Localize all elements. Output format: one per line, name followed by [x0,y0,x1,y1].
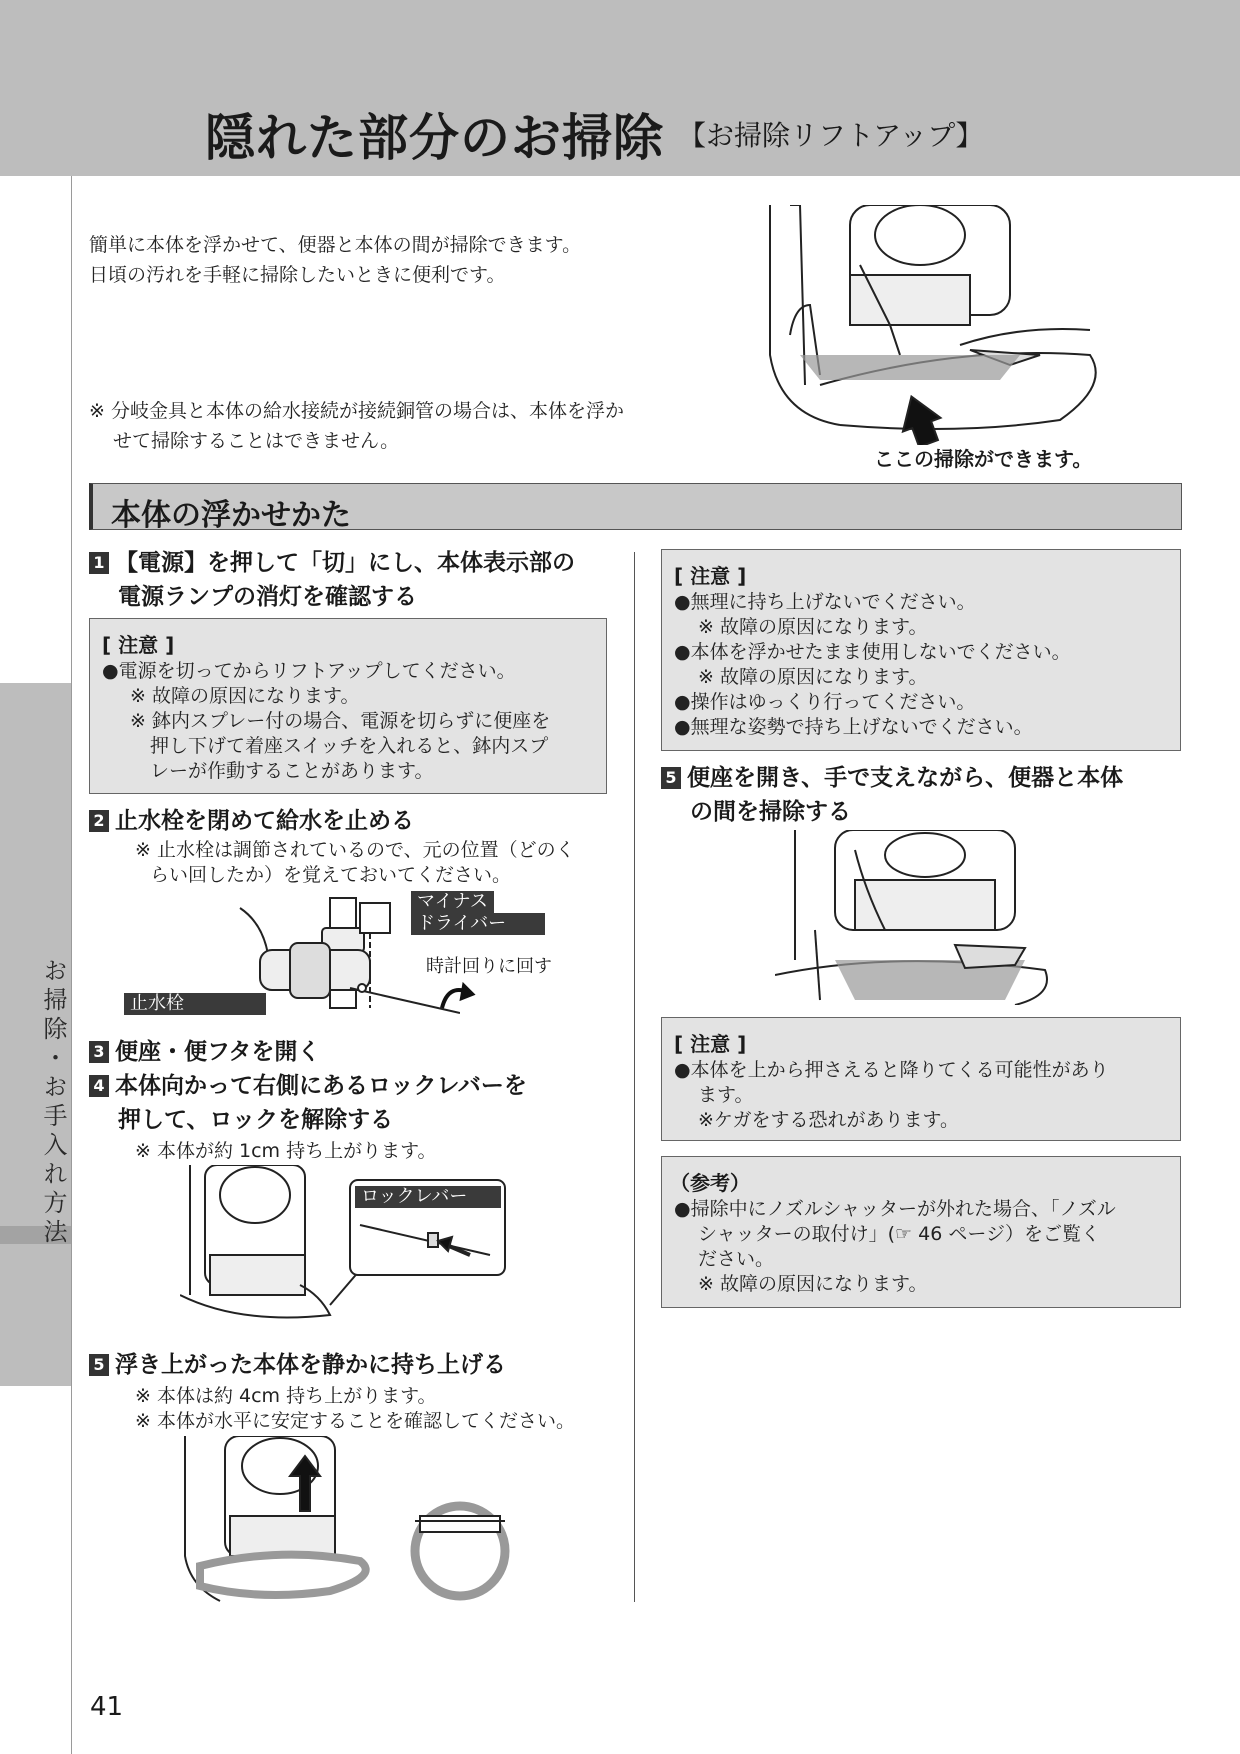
clean-between-illustration [775,830,1055,1005]
step-3-number: 3 [89,1041,109,1063]
page-subtitle: 【お掃除リフトアップ】 [678,119,984,152]
caution-line: 押し下げて着座スイッチを入れると、鉢内スプ [150,735,549,757]
driver-label-2: ドライバー [411,913,545,935]
caution-line: ※ 故障の原因になります。 [698,616,928,638]
step-5b-number: 5 [661,767,681,789]
intro-note-1: ※ 分岐金具と本体の給水接続が接続銅管の場合は、本体を浮か [89,400,624,422]
intro-line-2: 日頃の汚れを手軽に掃除したいときに便利です。 [89,264,506,286]
caution-line: ※ 故障の原因になります。 [130,685,360,707]
caution-line: ●操作はゆっくり行ってください。 [674,691,976,713]
valve-label: 止水栓 [124,993,266,1015]
reference-head: （参考） [670,1171,750,1195]
caution-line: ●本体を浮かせたまま使用しないでください。 [674,641,1071,663]
step-5b-line-2: の間を掃除する [690,799,851,825]
clockwise-arrow-icon [438,980,480,1012]
step-4-line-2: 押して、ロックを解除する [118,1107,394,1133]
caution-line: ●電源を切ってからリフトアップしてください。 [102,660,516,682]
caution-line: ます。 [698,1084,754,1106]
caution-line: ●無理な姿勢で持ち上げないでください。 [674,716,1033,738]
step-2-note-2: らい回したか）を覚えておいてください。 [150,864,512,886]
caution-line: ※ 鉢内スプレー付の場合、電源を切らずに便座を [130,710,551,732]
driver-label-1: マイナス [411,891,494,913]
caution-head: [ 注意 ] [674,564,747,588]
caution-head: [ 注意 ] [674,1032,747,1056]
step-5a-number: 5 [89,1354,109,1376]
caution-line: ●無理に持ち上げないでください。 [674,591,976,613]
lock-lever-label: ロックレバー [355,1186,501,1208]
step-4-line-1: 4 本体向かって右側にあるロックレバーを [89,1069,527,1103]
step-4-note: ※ 本体が約 1cm 持ち上がります。 [135,1140,437,1162]
side-tab-label: お掃除・お手入れ方法 [39,958,67,1248]
step-1-line-1: 1 【電源】を押して「切」にし、本体表示部の [89,546,575,580]
column-divider [634,552,635,1602]
step-5b-line-1: 5 便座を開き、手で支えながら、便器と本体 [661,761,1123,795]
intro-note-2: せて掃除することはできません。 [113,430,400,452]
step-4-number: 4 [89,1075,109,1097]
step-5a-note-2: ※ 本体が水平に安定することを確認してください。 [135,1410,575,1432]
caution-line: ※ケガをする恐れがあります。 [698,1109,960,1131]
step-1-number: 1 [89,552,109,574]
step-1-line-2: 電源ランプの消灯を確認する [118,584,417,610]
caution-line: ●本体を上から押さえると降りてくる可能性があり [674,1059,1109,1081]
margin-line [71,176,72,1754]
caution-line: ※ 故障の原因になります。 [698,666,928,688]
section-title: 本体の浮かせかた [111,498,351,533]
page-title: 隠れた部分のお掃除 [205,109,664,167]
lift-caution-box [661,549,1181,751]
lift-body-illustration [180,1436,520,1606]
reference-line: ●掃除中にノズルシャッターが外れた場合、「ノズル [674,1198,1116,1220]
step-5a-title: 5 浮き上がった本体を静かに持ち上げる [89,1348,506,1382]
reference-line: ※ 故障の原因になります。 [698,1273,928,1295]
toilet-cleaning-illustration [760,205,1120,445]
press-caution-box [661,1017,1181,1141]
reference-line: シャッターの取付け」(☞ 46 ページ）をご覧く [698,1223,1100,1245]
reference-line: ださい。 [698,1248,775,1270]
step-5a-note-1: ※ 本体は約 4cm 持ち上がります。 [135,1385,437,1407]
page-number: 41 [90,1692,124,1722]
step-3-title: 3 便座・便フタを開く [89,1035,320,1069]
caution-line: レーが作動することがあります。 [150,760,434,782]
caution-head: [ 注意 ] [102,633,175,657]
step-2-number: 2 [89,810,109,832]
step-1-caution-box [89,618,607,794]
step-2-note-1: ※ 止水栓は調節されているので、元の位置（どのく [135,839,575,861]
rotate-label: 時計回りに回す [426,956,552,977]
step-2-title: 2 止水栓を閉めて給水を止める [89,804,414,838]
intro-line-1: 簡単に本体を浮かせて、便器と本体の間が掃除できます。 [89,234,582,256]
cleaning-area-caption: ここの掃除ができます。 [874,447,1093,471]
reference-box [661,1156,1181,1308]
section-heading [89,483,1182,533]
